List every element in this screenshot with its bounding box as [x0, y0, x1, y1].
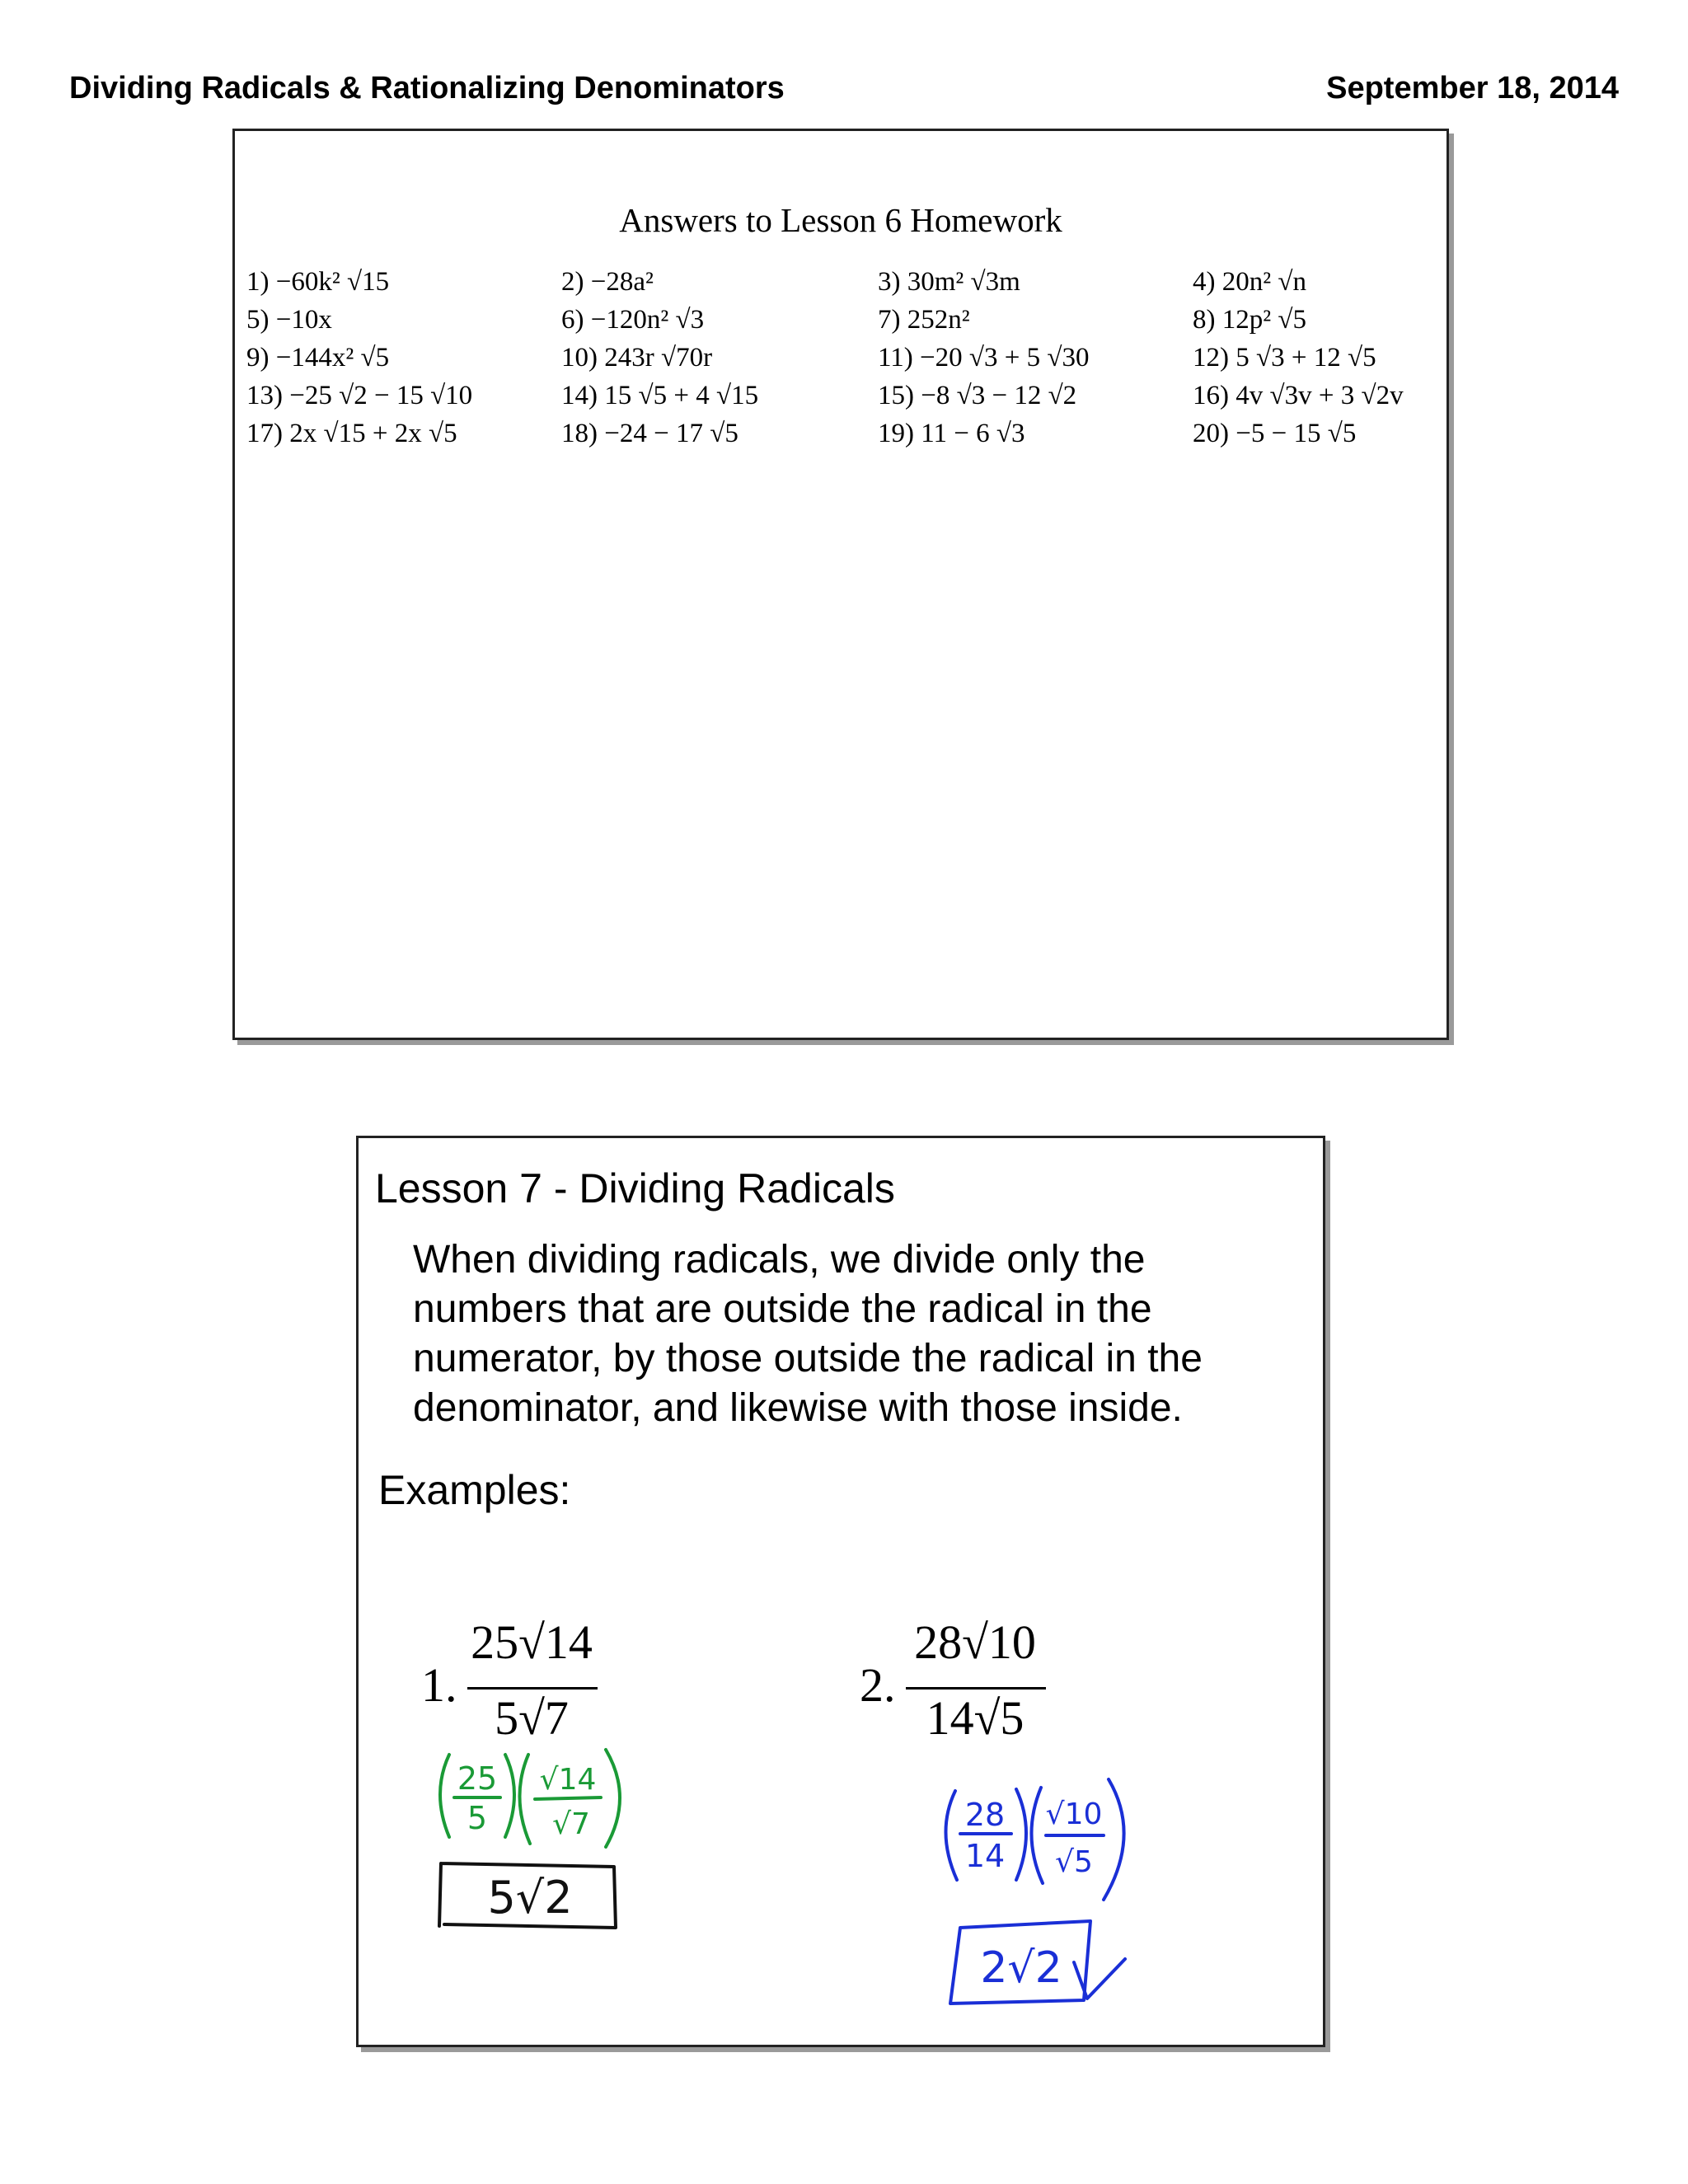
example-numerator: 28√10: [914, 1615, 1036, 1669]
answer-item: 1) −60k² √15: [246, 267, 390, 297]
paren-left: [945, 1791, 957, 1880]
answer-item: 18) −24 − 17 √5: [561, 419, 738, 448]
examples-label: Examples:: [378, 1467, 571, 1513]
answer-item: 13) −25 √2 − 15 √10: [246, 381, 473, 410]
answer-item: 15) −8 √3 − 12 √2: [878, 381, 1077, 410]
example-numerator: 25√14: [471, 1615, 593, 1669]
work-outside-num: 28: [964, 1797, 1006, 1833]
answer-column-3: [878, 263, 1089, 452]
answer-item: 11) −20 √3 + 5 √30: [878, 343, 1090, 373]
answer-text: 2√2: [980, 1943, 1062, 1993]
answer-column-4: [1193, 263, 1404, 452]
answer-item: 7) 252n²: [878, 305, 970, 335]
handwriting-example-2: [359, 1138, 1323, 2045]
work-outside-den: 14: [964, 1838, 1006, 1874]
work-inside-den: √7: [552, 1807, 590, 1841]
checkmark-icon: [1074, 1959, 1125, 1999]
example-denominator: 5√7: [495, 1691, 569, 1745]
answer-item: 5) −10x: [246, 305, 332, 335]
paren-right: [1016, 1789, 1026, 1880]
answer-item: 17) 2x √15 + 2x √5: [246, 419, 457, 448]
answer-item: 16) 4v √3v + 3 √2v: [1193, 381, 1404, 410]
answer-item: 2) −28a²: [561, 267, 654, 297]
answer-item: 12) 5 √3 + 12 √5: [1193, 343, 1376, 373]
work-outside-den: 5: [467, 1800, 488, 1836]
page-title: Dividing Radicals & Rationalizing Denominators: [69, 71, 785, 105]
work-inside-den: √5: [1055, 1845, 1093, 1879]
answer-item: 14) 15 √5 + 4 √15: [561, 381, 759, 410]
answer-column-2: [561, 263, 758, 452]
example-number: 1.: [421, 1658, 457, 1712]
answer-item: 10) 243r √70r: [561, 343, 713, 373]
answer-column-1: [246, 263, 472, 452]
answer-item: 8) 12p² √5: [1193, 305, 1306, 335]
lesson-slide: [356, 1136, 1325, 2047]
paren-right: [1104, 1779, 1124, 1900]
answer-item: 4) 20n² √n: [1193, 267, 1306, 297]
example-number: 2.: [860, 1658, 896, 1712]
work-outside-num: 25: [457, 1760, 498, 1797]
answer-item: 20) −5 − 15 √5: [1193, 419, 1357, 448]
answer-item: 19) 11 − 6 √3: [878, 419, 1025, 448]
example-denominator: 14√5: [926, 1691, 1025, 1745]
page-date: September 18, 2014: [1326, 71, 1619, 105]
homework-answers-slide: [232, 129, 1449, 1040]
paren-left: [1031, 1788, 1043, 1883]
answer-item: 6) −120n² √3: [561, 305, 705, 335]
lesson-title: Lesson 7 - Dividing Radicals: [375, 1165, 895, 1212]
lesson-body: When dividing radicals, we divide only the numbers that are outside the radical in the numerator, by those outside the radical in the denominator, and likewise with those inside.: [413, 1238, 1203, 1430]
homework-title: Answers to Lesson 6 Homework: [619, 201, 1062, 239]
work-inside-num: √14: [539, 1763, 597, 1797]
work-inside-num: √10: [1045, 1797, 1103, 1831]
answer-item: 9) −144x² √5: [246, 343, 390, 373]
answer-item: 3) 30m² √3m: [878, 267, 1020, 297]
answer-text: 5√2: [487, 1872, 573, 1924]
